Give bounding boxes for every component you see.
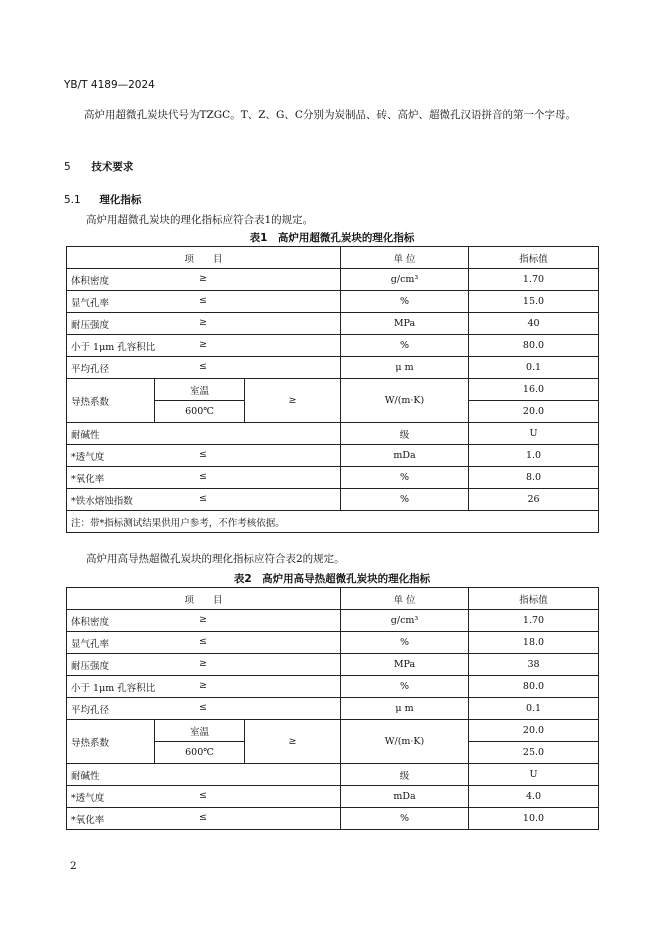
header-item: 项 目 — [67, 247, 341, 269]
row-unit: mDa — [341, 445, 469, 467]
table-row — [67, 269, 599, 291]
thermal-operator: ≥ — [245, 720, 341, 764]
table-row — [67, 808, 599, 830]
row-operator: ≤ — [199, 360, 207, 372]
table-row — [67, 610, 599, 632]
row-unit: % — [341, 676, 469, 698]
table-note: 注：带*指标测试结果供用户参考，不作考核依据。 — [67, 511, 599, 533]
row-unit: % — [341, 467, 469, 489]
header-item: 项 目 — [67, 588, 341, 610]
section-number: 5 — [64, 161, 71, 173]
page-number: 2 — [70, 860, 77, 872]
row-name: 耐碱性 — [71, 429, 100, 441]
thermal-unit: W/(m·K) — [341, 720, 469, 764]
table-row — [67, 335, 599, 357]
row-value: 0.1 — [469, 357, 599, 379]
table1-intro: 高炉用超微孔炭块的理化指标应符合表1的规定。 — [86, 214, 314, 226]
row-value: 10.0 — [469, 808, 599, 830]
row-operator: ≤ — [199, 492, 207, 504]
thermal-row — [67, 379, 599, 401]
row-operator: ≤ — [199, 635, 207, 647]
row-unit: g/cm³ — [341, 610, 469, 632]
row-value: 18.0 — [469, 632, 599, 654]
table-row — [67, 632, 599, 654]
header-unit: 单 位 — [341, 247, 469, 269]
thermal-value-room: 20.0 — [469, 720, 599, 742]
row-name: 平均孔径 — [71, 363, 110, 375]
row-operator: ≤ — [199, 448, 207, 460]
intro-paragraph: 高炉用超微孔炭块代号为TZGC。T、Z、G、C分别为炭制品、砖、高炉、超微孔汉语拼音的第一个字母。 — [84, 109, 576, 121]
row-unit: mDa — [341, 786, 469, 808]
table-row — [67, 764, 599, 786]
table-row — [67, 445, 599, 467]
row-value: U — [469, 764, 599, 786]
row-name: *氧化率 — [71, 814, 105, 826]
thermal-sub-room: 室温 — [155, 720, 245, 742]
row-name: 体积密度 — [71, 275, 110, 287]
thermal-value-room: 16.0 — [469, 379, 599, 401]
row-value: 0.1 — [469, 698, 599, 720]
table2-caption: 表2 高炉用高导热超微孔炭块的理化指标 — [233, 573, 431, 585]
table-row — [67, 698, 599, 720]
table1 — [66, 246, 599, 533]
row-operator: ≥ — [199, 272, 207, 284]
row-name: 耐压强度 — [71, 319, 110, 331]
row-value: U — [469, 423, 599, 445]
header-unit: 单 位 — [341, 588, 469, 610]
row-value: 38 — [469, 654, 599, 676]
section-5-heading — [64, 159, 133, 174]
row-name: 小于 1μm 孔容积比 — [71, 682, 156, 694]
row-name: 小于 1μm 孔容积比 — [71, 341, 156, 353]
row-operator: ≤ — [199, 470, 207, 482]
thermal-name: 导热系数 — [67, 720, 155, 764]
table-row — [67, 786, 599, 808]
table-row — [67, 313, 599, 335]
row-unit: % — [341, 632, 469, 654]
table-note-row — [67, 511, 599, 533]
row-value: 26 — [469, 489, 599, 511]
row-name: *铁水熔蚀指数 — [71, 495, 133, 507]
thermal-unit: W/(m·K) — [341, 379, 469, 423]
section-title: 理化指标 — [99, 194, 142, 206]
row-operator: ≤ — [199, 789, 207, 801]
row-operator: ≥ — [199, 679, 207, 691]
table-row — [67, 357, 599, 379]
thermal-value-600: 25.0 — [469, 742, 599, 764]
row-operator: ≥ — [199, 613, 207, 625]
row-name: *透气度 — [71, 451, 105, 463]
table2-intro: 高炉用高导热超微孔炭块的理化指标应符合表2的规定。 — [86, 553, 345, 565]
row-operator: ≤ — [199, 811, 207, 823]
table-row — [67, 467, 599, 489]
row-unit: % — [341, 291, 469, 313]
header-value: 指标值 — [469, 247, 599, 269]
row-value: 1.0 — [469, 445, 599, 467]
row-unit: MPa — [341, 654, 469, 676]
row-name: 体积密度 — [71, 616, 110, 628]
row-operator: ≥ — [199, 338, 207, 350]
header-value: 指标值 — [469, 588, 599, 610]
table-row — [67, 489, 599, 511]
thermal-row — [67, 720, 599, 742]
row-unit: MPa — [341, 313, 469, 335]
thermal-sub-room: 室温 — [155, 379, 245, 401]
row-name: 耐碱性 — [71, 770, 100, 782]
row-name: *氧化率 — [71, 473, 105, 485]
row-name: 耐压强度 — [71, 660, 110, 672]
thermal-value-600: 20.0 — [469, 401, 599, 423]
row-name: 显气孔率 — [71, 638, 110, 650]
table2 — [66, 587, 599, 830]
row-unit: % — [341, 335, 469, 357]
row-value: 1.70 — [469, 610, 599, 632]
row-unit: μ m — [341, 698, 469, 720]
row-unit: % — [341, 489, 469, 511]
table-row — [67, 676, 599, 698]
row-unit: % — [341, 808, 469, 830]
row-value: 15.0 — [469, 291, 599, 313]
row-value: 40 — [469, 313, 599, 335]
row-name: 平均孔径 — [71, 704, 110, 716]
row-unit: g/cm³ — [341, 269, 469, 291]
row-value: 4.0 — [469, 786, 599, 808]
row-unit: 级 — [341, 764, 469, 786]
row-name: *透气度 — [71, 792, 105, 804]
section-title: 技术要求 — [91, 161, 134, 173]
table-row — [67, 423, 599, 445]
section-5-1-heading — [64, 192, 141, 207]
thermal-name: 导热系数 — [67, 379, 155, 423]
thermal-sub-600: 600℃ — [155, 742, 245, 764]
row-unit: μ m — [341, 357, 469, 379]
section-number: 5.1 — [64, 194, 81, 206]
row-name: 显气孔率 — [71, 297, 110, 309]
row-value: 80.0 — [469, 676, 599, 698]
row-value: 80.0 — [469, 335, 599, 357]
row-operator: ≥ — [199, 316, 207, 328]
row-unit: 级 — [341, 423, 469, 445]
table1-caption: 表1 高炉用超微孔炭块的理化指标 — [249, 232, 415, 244]
table-row — [67, 654, 599, 676]
thermal-sub-600: 600℃ — [155, 401, 245, 423]
table-header-row — [67, 247, 599, 269]
row-operator: ≤ — [199, 294, 207, 306]
row-operator: ≥ — [199, 657, 207, 669]
row-operator: ≤ — [199, 701, 207, 713]
table-row — [67, 291, 599, 313]
row-value: 1.70 — [469, 269, 599, 291]
thermal-operator: ≥ — [245, 379, 341, 423]
document-code: YB/T 4189—2024 — [64, 79, 155, 91]
table-header-row — [67, 588, 599, 610]
row-value: 8.0 — [469, 467, 599, 489]
